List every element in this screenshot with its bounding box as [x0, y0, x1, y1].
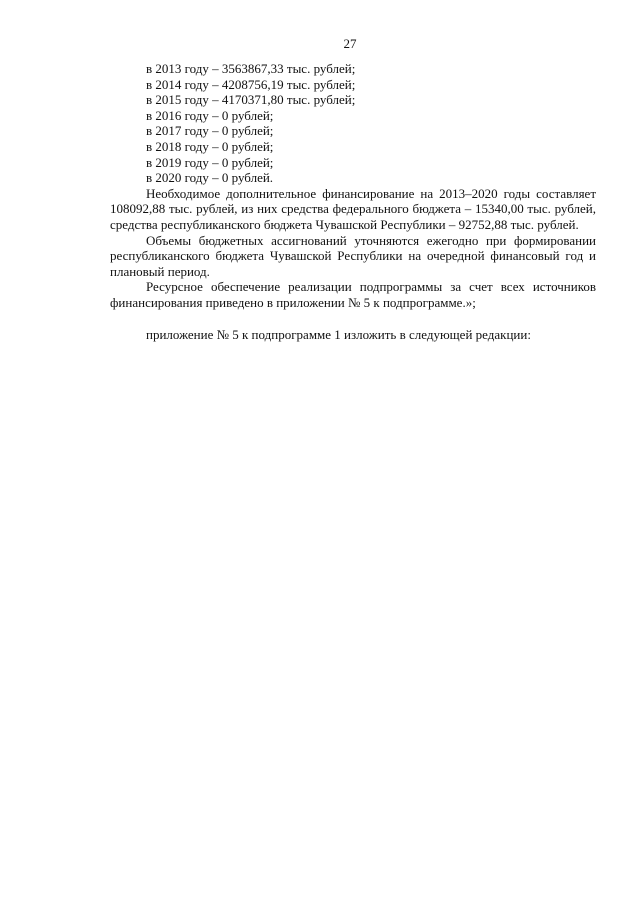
list-item: в 2019 году – 0 рублей; — [146, 154, 274, 170]
page-number: 27 — [343, 36, 357, 51]
list-item: в 2018 году – 0 рублей; — [146, 138, 274, 154]
list-item: в 2015 году – 4170371,80 тыс. рублей; — [146, 92, 356, 108]
document-body — [110, 61, 596, 342]
list-item: в 2017 году – 0 рублей; — [146, 123, 274, 139]
list-item: в 2014 году – 4208756,19 тыс. рублей; — [146, 76, 356, 92]
additional-financing-paragraph: Необходимое дополнительное финансирование на 2013–2020 годы составляет 108092,88 тыс. рублей, из них средства федерального бюджета – 15340,00 тыс. рублей, средства республиканского бюджета Чувашской Республики – 92752,88 тыс. рублей. — [110, 185, 596, 232]
appendix-instruction-paragraph: приложение № 5 к подпрограмме 1 изложить в следующей редакции: — [146, 326, 531, 342]
yearly-funding-list — [110, 61, 596, 186]
budget-volumes-paragraph: Объемы бюджетных ассигнований уточняются ежегодно при формировании республиканского бюджета Чувашской Республики на очередной финансовый год и плановый период. — [110, 232, 596, 279]
list-item: в 2020 году – 0 рублей. — [146, 170, 274, 186]
list-item: в 2016 году – 0 рублей; — [146, 107, 274, 123]
paragraph-spacer — [110, 311, 596, 327]
list-item: в 2013 году – 3563867,33 тыс. рублей; — [146, 61, 356, 76]
resource-provision-paragraph: Ресурсное обеспечение реализации подпрограммы за счет всех источников финансирования приведено в приложении № 5 к подпрограмме.»; — [110, 279, 596, 310]
